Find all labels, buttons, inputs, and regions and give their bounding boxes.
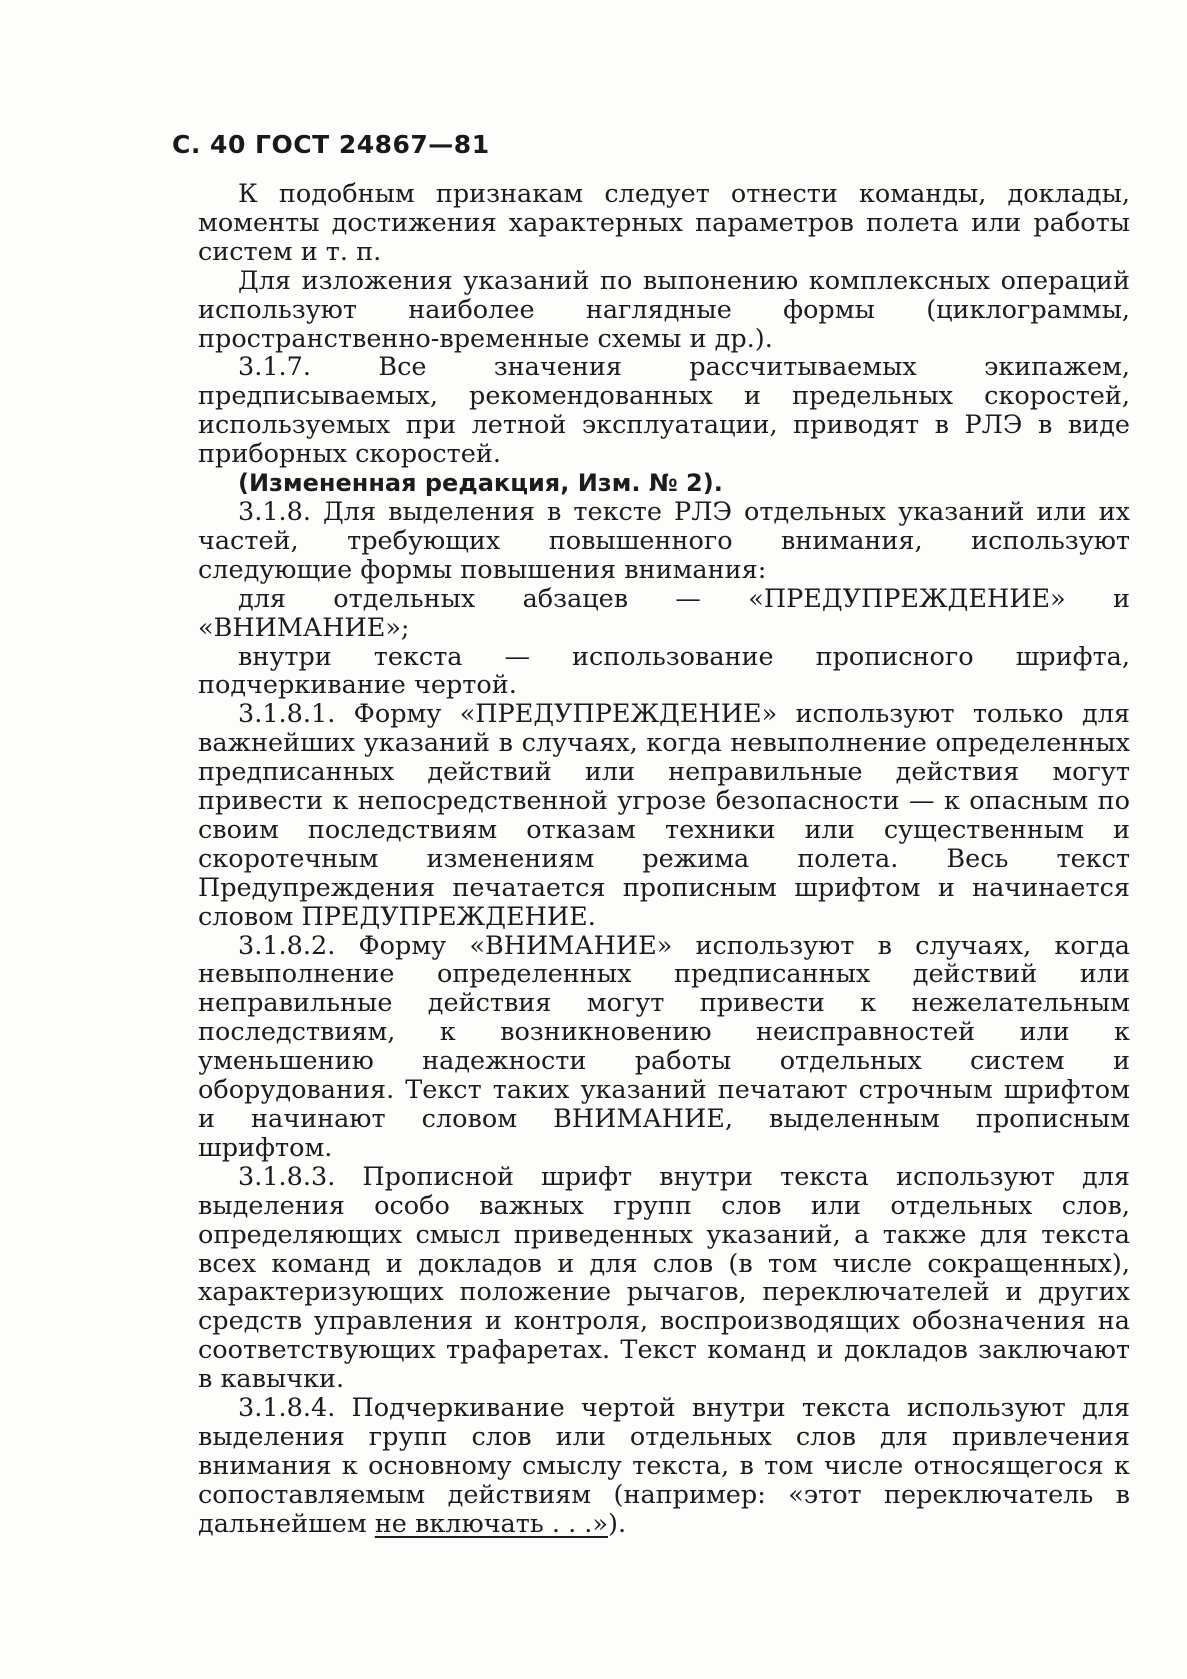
paragraph-3-1-7: 3.1.7. Все значения рассчитываемых экипажем, предписываемых, рекомендованных и предельных скоростей, используемых при летной эксплуатации, приводят в РЛЭ в виде приборных скоростей.	[198, 352, 1130, 470]
body-text	[198, 180, 1130, 1539]
paragraph-inline-forms: внутри текста — использование прописного шрифта, подчеркивание чертой.	[198, 641, 1130, 701]
page-header: С. 40 ГОСТ 24867—81	[172, 130, 490, 159]
paragraph-3-1-8-4	[198, 1394, 1130, 1539]
amendment-note: (Измененная редакция, Изм. № 2).	[238, 469, 723, 498]
paragraph-3-1-8-1: 3.1.8.1. Форму «ПРЕДУПРЕЖДЕНИЕ» используют только для важнейших указаний в случаях, когда невыполнение определенных предписанных действий или неправильные действия могут привести к непосредственной угрозе безопасности — к опасным по своим последствиям отказам техники или существенным и скоротечным изменениям режима полета. Весь текст Предупреждения печатается прописным шрифтом и начинается словом ПРЕДУПРЕЖДЕНИЕ.	[198, 699, 1130, 932]
paragraph-3-1-8-3: 3.1.8.3. Прописной шрифт внутри текста используют для выделения особо важных групп слов или отдельных слов, определяющих смысл приведенных указаний, а также для текста всех команд и докладов и для слов (в том числе сокращенных), характеризующих положение рычагов, переключателей и других средств управления и контроля, воспроизводящих обозначения на соответствующих трафаретах. Текст команд и докладов заключают в кавычки.	[198, 1161, 1130, 1395]
paragraph-3-1-8-4-end: ).	[608, 1508, 627, 1539]
paragraph-paragraphs-forms: для отдельных абзацев — «ПРЕДУПРЕЖДЕНИЕ» и «ВНИМАНИЕ»;	[198, 583, 1130, 643]
underlined-example: не включать . . .»	[374, 1508, 608, 1539]
paragraph-1: К подобным признакам следует отнести команды, доклады, моменты достижения характерных параметров полета или работы систем и т. п.	[198, 179, 1130, 267]
paragraph-3-1-8-4-text: 3.1.8.4. Подчеркивание чертой внутри текста используют для выделения групп слов или отдельных слов для привлечения внимания к основному смыслу текста, в том числе относящегося к сопоставляемым действиям (например: «этот переключатель в дальнейшем	[198, 1393, 1130, 1539]
paragraph-3-1-8-2: 3.1.8.2. Форму «ВНИМАНИЕ» используют в случаях, когда невыполнение определенных предписанных действий или неправильные действия могут привести к нежелательным последствиям, к возникновению неисправностей или к уменьшению надежности работы отдельных систем и оборудования. Текст таких указаний печатают строчным шрифтом и начинают словом ВНИМАНИЕ, выделенным прописным шрифтом.	[198, 930, 1130, 1163]
paragraph-3-1-8: 3.1.8. Для выделения в тексте РЛЭ отдельных указаний или их частей, требующих повышенного внимания, используют следующие формы повышения внимания:	[198, 496, 1130, 585]
paragraph-2: Для изложения указаний по выпонению комплексных операций используют наиболее наглядные формы (циклограммы, пространственно-временные схемы и др.).	[198, 265, 1130, 354]
